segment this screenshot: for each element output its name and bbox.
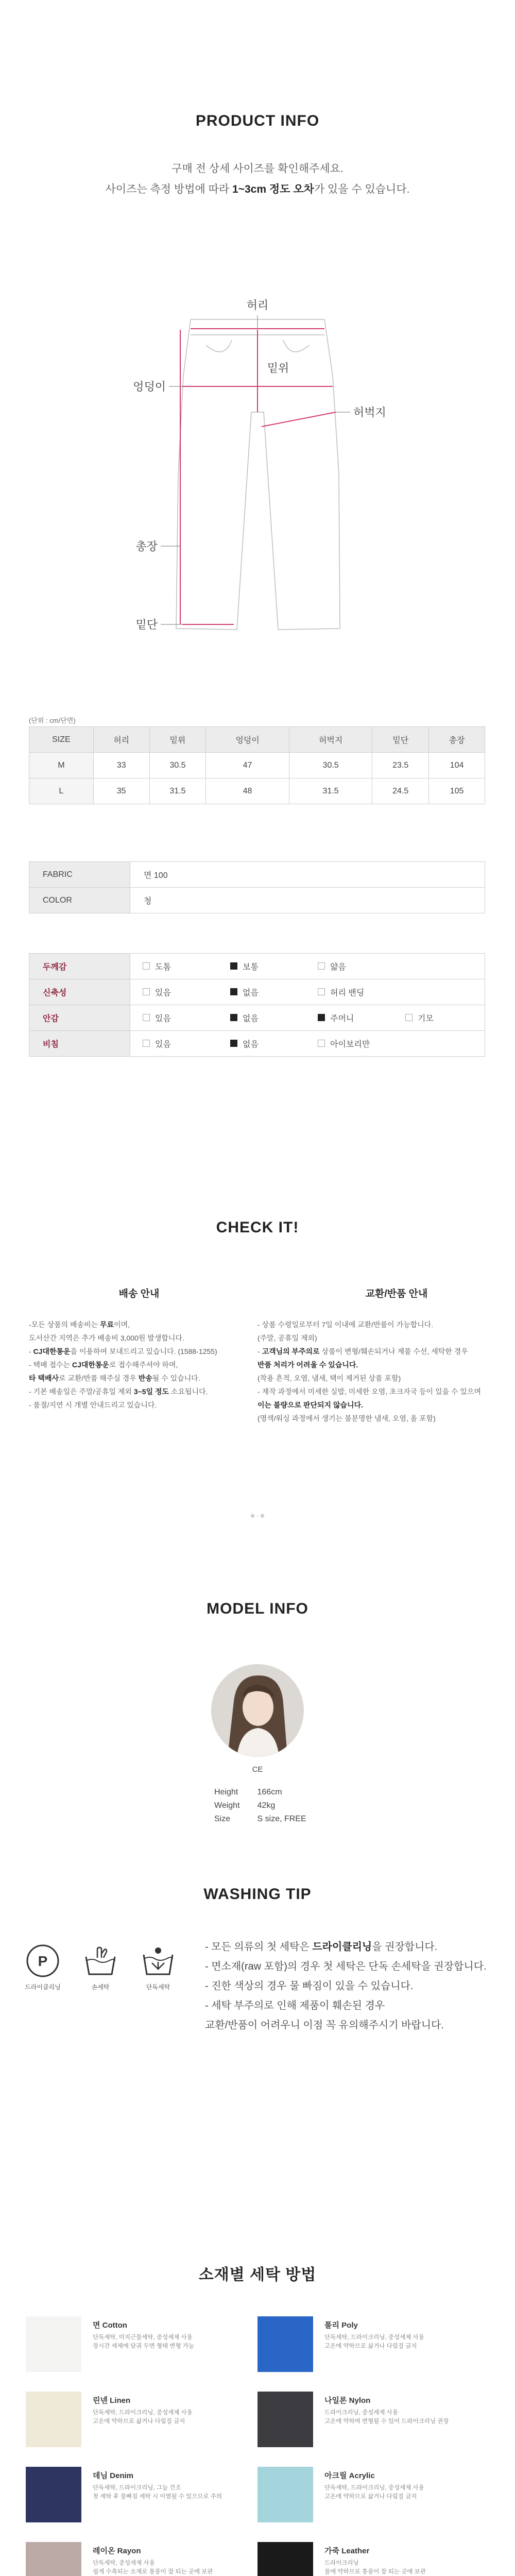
size-header: 밑위 — [149, 727, 206, 753]
exchange-title: 교환/반품 안내 — [365, 1289, 428, 1299]
checkbox-checked-icon — [230, 1014, 237, 1021]
option — [130, 986, 218, 998]
intro-line-2-post: 가 있을 수 있습니다. — [314, 183, 410, 195]
checkbox-icon — [143, 988, 150, 995]
fabric-swatch — [26, 2316, 81, 2372]
exchange-list — [258, 1318, 481, 1425]
size-header: 총장 — [429, 727, 485, 753]
size-cell: M — [29, 753, 94, 778]
fabric-swatch — [26, 2467, 81, 2522]
note-text: 을 권장합니다. — [372, 1941, 438, 1953]
dry-clean-icon — [24, 1942, 61, 1979]
list-item: - CJ대한통운을 이용하여 보내드리고 있습니다. (1588-1255) — [29, 1347, 217, 1355]
option-label: 없음 — [243, 988, 259, 997]
model-info-title: MODEL INFO — [207, 1600, 308, 1617]
table-row — [29, 888, 485, 913]
checkbox-icon — [143, 962, 150, 970]
wash-icons — [20, 1942, 190, 1991]
fabric-item — [258, 2542, 489, 2576]
list-item: - 재작 과정에서 미세한 실밥, 미세한 오염, 초크자국 등이 있을 수 있으며 — [258, 1387, 481, 1396]
check-it-note: ※ - ※ — [250, 1513, 265, 1519]
fabric-color-table — [29, 861, 485, 913]
size-cell: 33 — [93, 753, 149, 778]
fabric-name: 데님 Denim — [93, 2471, 133, 2480]
fabric-swatch — [26, 2392, 81, 2447]
size-cell: L — [29, 778, 94, 804]
fabric-text — [313, 2392, 469, 2447]
stretch-key: 신축성 — [29, 979, 130, 1005]
label-waist: 허리 — [246, 299, 269, 312]
fabric-text — [81, 2392, 237, 2447]
table-row — [29, 1005, 485, 1031]
table-row — [29, 862, 485, 888]
model-stats — [214, 1786, 324, 1826]
fabric-swatch — [26, 2542, 81, 2576]
table-row — [214, 1812, 324, 1826]
option-label: 있음 — [155, 1014, 171, 1023]
option — [305, 1012, 393, 1024]
table-row — [29, 954, 485, 979]
fabric-swatch — [258, 2316, 313, 2372]
fabric-name: 린넨 Linen — [93, 2396, 131, 2405]
size-cell: 30.5 — [149, 753, 206, 778]
product-info-title: PRODUCT INFO — [195, 112, 320, 129]
list-item: -모든 상품의 배송비는 무료이며, — [29, 1320, 130, 1329]
option-label: 없음 — [243, 1040, 259, 1049]
fabric-swatch — [258, 2392, 313, 2447]
size-cell: 105 — [429, 778, 485, 804]
size-header: SIZE — [29, 727, 94, 753]
fabric-desc: 단독세탁, 드라이크리닝, 중성세제 사용 고온에 약하므로 삶거나 다림질 금지 — [93, 2410, 193, 2425]
fabric-item — [258, 2392, 489, 2447]
table-row — [29, 1031, 485, 1057]
option-label: 얇음 — [330, 962, 346, 972]
option-label: 있음 — [155, 1040, 171, 1049]
stat-label: Weight — [214, 1801, 240, 1810]
fabric-value: 면 100 — [130, 862, 485, 888]
detail-attributes-table — [29, 953, 485, 1057]
checkbox-icon — [405, 1014, 413, 1021]
size-cell: 31.5 — [149, 778, 206, 804]
label-thigh: 허벅지 — [353, 406, 386, 419]
wash-icon-label: 손세탁 — [91, 1984, 110, 1991]
option — [305, 960, 393, 972]
option — [130, 1038, 218, 1049]
stat-value: 42kg — [257, 1801, 276, 1810]
checkbox-icon — [318, 962, 325, 970]
washing-tip-title: WASHING TIP — [203, 1886, 312, 1903]
option — [393, 1012, 480, 1024]
fabric-text — [313, 2542, 469, 2576]
checkbox-icon — [318, 988, 325, 995]
size-cell: 31.5 — [289, 778, 372, 804]
fabric-key: FABRIC — [29, 862, 130, 888]
option-label: 있음 — [155, 988, 171, 997]
size-cell: 30.5 — [289, 753, 372, 778]
fabric-item — [258, 2316, 489, 2372]
stat-label: Height — [214, 1788, 238, 1797]
list-item: - 고객님의 부주의로 상품이 변형/훼손되거나 제품 수선, 세탁한 경우 — [258, 1347, 468, 1355]
fabric-grid — [26, 2316, 489, 2576]
size-header: 허리 — [93, 727, 149, 753]
size-cell: 48 — [206, 778, 289, 804]
size-unit-note: (단위 : cm/단면) — [29, 717, 76, 724]
separate-wash-icon — [140, 1942, 177, 1979]
fabric-name: 폴리 Poly — [324, 2321, 358, 2330]
intro-line-2-bold: 1~3cm 정도 오차 — [232, 183, 314, 195]
model-photo-icon — [211, 1664, 304, 1757]
option-label: 보통 — [243, 962, 259, 972]
checkbox-checked-icon — [318, 1014, 325, 1021]
fabric-text — [81, 2542, 237, 2576]
size-header: 허벅지 — [289, 727, 372, 753]
table-row — [214, 1786, 324, 1799]
list-item: (주말, 공휴일 제외) — [258, 1334, 317, 1342]
lining-options — [130, 1005, 485, 1031]
fabric-swatch — [258, 2542, 313, 2576]
size-cell: 35 — [93, 778, 149, 804]
list-item: - 택배 접수는 CJ대한통운로 접수해주셔야 하며, — [29, 1361, 178, 1369]
list-item: (명색/워싱 과정에서 생기는 불분명한 냄새, 오염, 올 포함) — [258, 1414, 436, 1422]
checkbox-icon — [143, 1014, 150, 1021]
fabric-item — [26, 2467, 258, 2522]
fabric-name: 가죽 Leather — [324, 2547, 370, 2555]
svg-text:P: P — [38, 1953, 48, 1969]
wash-icon-label: 단독세탁 — [146, 1984, 170, 1991]
list-item: - 진한 색상의 경우 물 빠짐이 있을 수 있습니다. — [205, 1980, 414, 1992]
note-text: - 모든 의류의 첫 세탁은 — [205, 1941, 313, 1953]
size-cell: 47 — [206, 753, 289, 778]
option-label: 기모 — [418, 1014, 434, 1023]
fabric-desc: 단독세탁, 드라이크리닝, 중성세제 사용 고온에 약하므로 삶거나 다림질 금지 — [324, 2485, 424, 2500]
list-item: 교환/반품이 어려우니 이점 꼭 유의해주시기 바랍니다. — [205, 2020, 444, 2031]
lining-key: 안감 — [29, 1005, 130, 1031]
hand-wash-icon — [82, 1942, 119, 1979]
thickness-options — [130, 954, 485, 979]
intro-line-2 — [0, 179, 515, 200]
intro-line-2-pre: 사이즈는 측정 방법에 따라 — [105, 183, 233, 195]
size-table-header — [29, 727, 485, 753]
stat-label: Size — [214, 1815, 231, 1823]
fabric-text — [81, 2316, 237, 2372]
checkbox-icon — [143, 1040, 150, 1047]
label-hip: 엉덩이 — [133, 380, 166, 393]
option — [130, 1012, 218, 1024]
fabric-item — [26, 2392, 258, 2447]
fabric-desc: 단독세탁, 중성세제 사용 쉽게 수축되는 소재로 통풍이 잘 되는 곳에 보관 — [93, 2560, 213, 2575]
list-item: 반품 처리가 어려울 수 있습니다. — [258, 1361, 358, 1369]
option-label: 도톰 — [155, 962, 171, 972]
fabric-name: 면 Cotton — [93, 2321, 127, 2330]
fabric-swatch — [258, 2467, 313, 2522]
fabric-item — [26, 2542, 258, 2576]
option — [218, 986, 305, 998]
fabric-desc: 드라이크리닝 물에 약하므로 통풍이 잘 되는 곳에 보관 — [324, 2560, 426, 2575]
label-hem: 밑단 — [135, 618, 158, 631]
size-table — [29, 726, 485, 804]
table-row — [29, 778, 485, 804]
option — [218, 1038, 305, 1049]
size-cell: 23.5 — [372, 753, 429, 778]
color-key: COLOR — [29, 888, 130, 913]
option — [218, 960, 305, 972]
stat-value: S size, FREE — [257, 1815, 306, 1823]
option — [130, 960, 218, 972]
fabric-text — [81, 2467, 237, 2522]
label-rise: 밑위 — [267, 362, 289, 375]
note-bold: 드라이클리닝 — [312, 1941, 372, 1953]
list-item: - 면소재(raw 포함)의 경우 첫 세탁은 단독 손세탁을 권장합니다. — [205, 1961, 487, 1972]
size-intro — [0, 159, 515, 200]
option-label: 허리 밴딩 — [330, 988, 365, 997]
wash-notes — [205, 1937, 487, 2035]
fabric-desc: 드라이크리닝, 중성세제 사용 고온에 약하며 변형될 수 있어 드라이크리닝 권장 — [324, 2410, 449, 2425]
list-item: - 상품 수령일로부터 7일 이내에 교환/반품이 가능합니다. — [258, 1320, 434, 1329]
size-header: 엉덩이 — [206, 727, 289, 753]
table-row — [214, 1799, 324, 1812]
fabric-item — [258, 2467, 489, 2522]
model-name: CE — [252, 1765, 263, 1774]
option — [305, 1038, 393, 1049]
fabric-name: 나일론 Nylon — [324, 2396, 371, 2405]
list-item: 타 택배사로 교환/반품 해주실 경우 반송될 수 있습니다. — [29, 1374, 200, 1382]
checkbox-icon — [318, 1040, 325, 1047]
sheerness-key: 비침 — [29, 1031, 130, 1057]
delivery-list — [29, 1318, 217, 1412]
pants-diagram-svg — [129, 258, 386, 659]
fabric-desc: 단독세탁, 미지근물세탁, 중성세제 사용 장시간 세제에 담궈 두면 형태 변형 가능 — [93, 2334, 194, 2349]
option-label: 아이보리만 — [330, 1040, 370, 1049]
list-item: (착용 흔적, 오염, 냄새, 택이 제거된 상품 포함) — [258, 1374, 401, 1382]
list-item: 이는 불량으로 판단되지 않습니다. — [258, 1401, 363, 1409]
fabric-desc: 단독세탁, 드라이크리닝, 그늘 건조 첫 세탁 후 물빠짐 세탁 시 이염될 수 있으므로 주의 — [93, 2485, 222, 2500]
wash-icon-item — [135, 1942, 181, 1991]
check-it-title: CHECK IT! — [216, 1219, 299, 1236]
fabric-care-title: 소재별 세탁 방법 — [198, 2266, 317, 2283]
fabric-name: 레이온 Rayon — [93, 2547, 141, 2555]
checkbox-checked-icon — [230, 962, 237, 970]
size-cell: 24.5 — [372, 778, 429, 804]
size-cell: 104 — [429, 753, 485, 778]
checkbox-checked-icon — [230, 1040, 237, 1047]
option — [218, 1012, 305, 1024]
list-item: 도서산간 지역은 추가 배송비 3,000원 발생합니다. — [29, 1334, 184, 1342]
option — [305, 986, 393, 998]
avatar — [211, 1664, 304, 1757]
fabric-desc: 단독세탁, 드라이크리닝, 중성세제 사용 고온에 약하므로 삶거나 다림질 금지 — [324, 2334, 424, 2349]
checkbox-checked-icon — [230, 988, 237, 995]
pants-measurement-diagram — [129, 258, 386, 659]
table-row — [29, 753, 485, 778]
option-label: 주머니 — [330, 1014, 354, 1023]
list-item: - 세탁 부주의로 인해 제품이 훼손된 경우 — [205, 2000, 385, 2011]
option-label: 없음 — [243, 1014, 259, 1023]
fabric-item — [26, 2316, 258, 2372]
fabric-text — [313, 2316, 469, 2372]
wash-icon-item — [77, 1942, 124, 1991]
fabric-name: 아크릴 Acrylic — [324, 2471, 375, 2480]
intro-line-1: 구매 전 상세 사이즈를 확인해주세요. — [171, 163, 344, 175]
size-header: 밑단 — [372, 727, 429, 753]
fabric-text — [313, 2467, 469, 2522]
label-length: 총장 — [135, 540, 158, 553]
wash-icon-label: 드라이클리닝 — [25, 1984, 61, 1991]
list-item: - 품절/지연 시 개별 안내드리고 있습니다. — [29, 1401, 157, 1409]
delivery-title: 배송 안내 — [118, 1289, 160, 1299]
product-info-section — [0, 0, 515, 721]
list-item: - 기본 배송일은 주말/공휴일 제외 3~5일 정도 소요됩니다. — [29, 1387, 208, 1396]
list-item — [205, 1937, 487, 1957]
wash-icon-item — [20, 1942, 66, 1991]
stretch-options — [130, 979, 485, 1005]
sheerness-options — [130, 1031, 485, 1057]
color-value: 청 — [130, 888, 485, 913]
thickness-key: 두께감 — [29, 954, 130, 979]
table-row — [29, 979, 485, 1005]
stat-value: 166cm — [257, 1788, 282, 1797]
